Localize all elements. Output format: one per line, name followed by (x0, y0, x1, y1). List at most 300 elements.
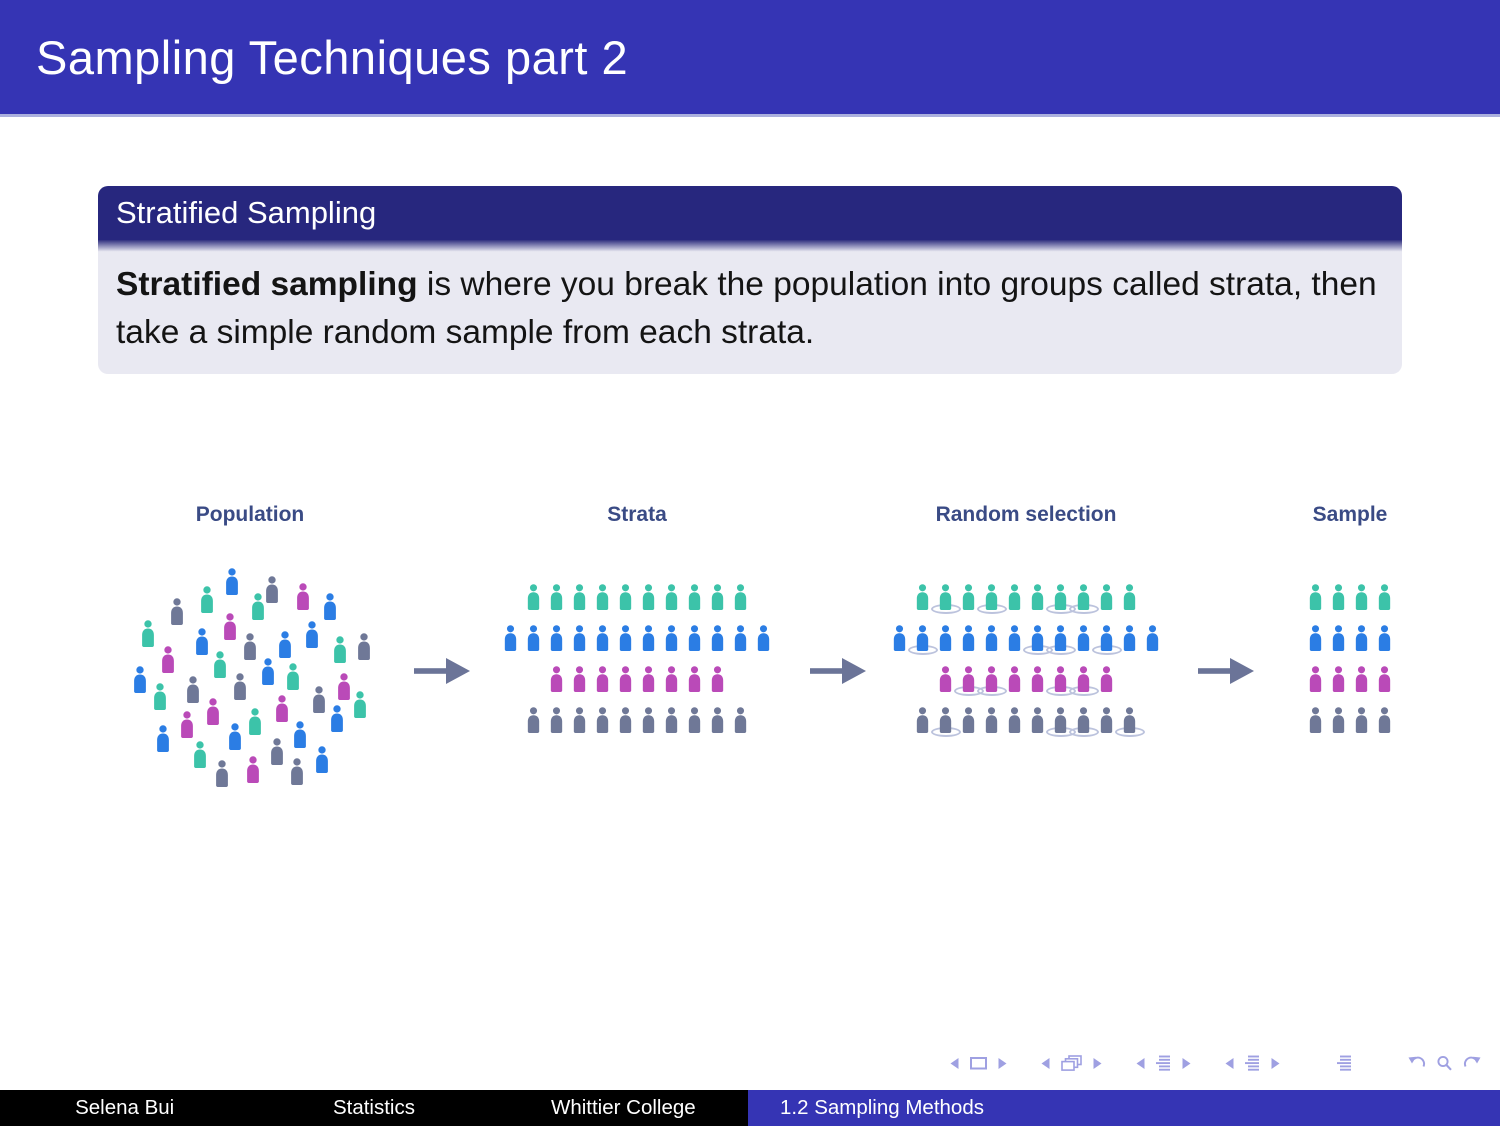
person-icon (982, 584, 1001, 610)
selected-person (936, 707, 955, 733)
person (662, 584, 681, 610)
person-icon (913, 584, 932, 610)
person-icon (153, 725, 173, 752)
person-icon (1074, 625, 1093, 651)
person-icon (203, 698, 223, 730)
person (593, 707, 612, 733)
block-title: Stratified Sampling (116, 195, 377, 230)
person-icon (267, 738, 287, 770)
current-frame-icon[interactable] (969, 1055, 988, 1071)
person-icon (334, 673, 354, 700)
arrow-right-icon (414, 656, 470, 686)
person-icon (302, 621, 322, 648)
person-icon (222, 568, 242, 595)
person (616, 625, 635, 651)
person-icon (913, 707, 932, 733)
person-icon (547, 707, 566, 733)
person-icon (1074, 584, 1093, 610)
definition-block (98, 186, 1402, 374)
person (547, 666, 566, 692)
selected-person (1051, 584, 1070, 610)
person-icon (1306, 625, 1325, 651)
person-icon (312, 746, 332, 773)
person-icon (158, 646, 178, 673)
person-icon (913, 625, 932, 651)
person-icon (243, 756, 263, 788)
person-icon (1028, 584, 1047, 610)
person (913, 584, 932, 610)
person-icon (262, 576, 282, 603)
person (1028, 666, 1047, 692)
person-icon (243, 756, 263, 783)
person-icon (1028, 707, 1047, 733)
selected-person (982, 584, 1001, 610)
person (662, 625, 681, 651)
selection-ellipse-icon (1046, 645, 1076, 655)
person-icon (570, 625, 589, 651)
footer-institution: Whittier College (550, 1096, 696, 1119)
person-icon (1352, 666, 1371, 692)
person-icon (183, 676, 203, 703)
strata-label: Strata (607, 503, 667, 526)
person-icon (708, 707, 727, 733)
person-icon (320, 593, 340, 625)
block-title-bar (98, 186, 1402, 240)
selection-ellipse-icon (977, 686, 1007, 696)
selection-ellipse-icon (1046, 686, 1076, 696)
magenta-stratum-row (497, 666, 777, 692)
subsection-list-icon[interactable] (1155, 1054, 1172, 1072)
person-icon (570, 666, 589, 692)
person-icon (936, 707, 955, 733)
teal-stratum-row (886, 584, 1166, 610)
selected-person (1051, 625, 1070, 651)
person (685, 707, 704, 733)
person-icon (197, 586, 217, 613)
person-icon (1005, 625, 1024, 651)
person-icon (267, 738, 287, 765)
person-icon (708, 625, 727, 651)
person-icon (754, 625, 773, 651)
person (685, 625, 704, 651)
person (1005, 584, 1024, 610)
person (936, 625, 955, 651)
person-icon (1051, 584, 1070, 610)
person-icon (309, 686, 329, 718)
person (524, 625, 543, 651)
person (959, 584, 978, 610)
next-frame-icon[interactable] (1092, 1056, 1104, 1071)
person-icon (616, 666, 635, 692)
blue-stratum-row (497, 625, 777, 651)
person-icon (1352, 584, 1371, 610)
person-icon (275, 631, 295, 658)
nav-group (1039, 1055, 1104, 1072)
person-icon (639, 666, 658, 692)
person (708, 666, 727, 692)
person-icon (192, 628, 212, 655)
person-icon (262, 576, 282, 608)
person-icon (616, 625, 635, 651)
person-icon (138, 620, 158, 647)
person-icon (708, 666, 727, 692)
person-icon (959, 666, 978, 692)
person-icon (1375, 584, 1394, 610)
person-icon (1329, 666, 1348, 692)
person (890, 625, 909, 651)
teal-stratum-row (497, 584, 777, 610)
person (1306, 625, 1325, 651)
person-icon (258, 658, 278, 685)
person-icon (685, 707, 704, 733)
person-icon (177, 711, 197, 743)
person (639, 666, 658, 692)
person-icon (183, 676, 203, 708)
person-icon (570, 707, 589, 733)
person (524, 584, 543, 610)
person-icon (685, 666, 704, 692)
person-icon (685, 625, 704, 651)
person-icon (150, 683, 170, 715)
population-cluster (125, 556, 380, 806)
prev-slide-icon[interactable] (948, 1056, 960, 1071)
person-icon (220, 613, 240, 645)
person-icon (158, 646, 178, 678)
person-icon (982, 625, 1001, 651)
selection-ellipse-icon (1069, 686, 1099, 696)
person-icon (1120, 584, 1139, 610)
person-icon (1329, 707, 1348, 733)
person (547, 707, 566, 733)
person-icon (287, 758, 307, 785)
person (1329, 707, 1348, 733)
nav-group (1134, 1054, 1193, 1072)
person (616, 584, 635, 610)
person (1329, 584, 1348, 610)
blue-stratum-row (886, 625, 1166, 651)
person (731, 584, 750, 610)
person (501, 625, 520, 651)
selection-ellipse-icon (1069, 727, 1099, 737)
person-icon (1120, 625, 1139, 651)
selection-ellipse-icon (1023, 645, 1053, 655)
person (1352, 625, 1371, 651)
person-icon (283, 663, 303, 690)
person-icon (685, 584, 704, 610)
prev-section-icon[interactable] (1223, 1056, 1235, 1071)
nav-group (948, 1055, 1009, 1071)
footer-section (748, 1090, 1500, 1126)
person-icon (1005, 584, 1024, 610)
person-icon (327, 705, 347, 737)
person-icon (283, 663, 303, 695)
person (1097, 707, 1116, 733)
person-icon (524, 584, 543, 610)
person (1120, 584, 1139, 610)
person-icon (1329, 584, 1348, 610)
next-subsection-icon[interactable] (1181, 1056, 1193, 1071)
person (662, 666, 681, 692)
person (570, 707, 589, 733)
selected-person (936, 584, 955, 610)
person (708, 625, 727, 651)
random-selection-grid (886, 584, 1166, 748)
person-icon (982, 666, 1001, 692)
person-icon (167, 598, 187, 625)
person-icon (327, 705, 347, 732)
person-icon (547, 625, 566, 651)
person-icon (593, 707, 612, 733)
person-icon (330, 636, 350, 668)
person (1143, 625, 1162, 651)
person-icon (1097, 707, 1116, 733)
person-icon (1306, 584, 1325, 610)
undo-zoom-icon[interactable] (1407, 1055, 1427, 1072)
person-icon (272, 695, 292, 722)
person-icon (245, 708, 265, 735)
person-icon (212, 760, 232, 792)
person-icon (570, 584, 589, 610)
selection-ellipse-icon (1092, 645, 1122, 655)
selection-ellipse-icon (977, 604, 1007, 614)
person (1120, 625, 1139, 651)
selected-person (1028, 625, 1047, 651)
person-icon (287, 758, 307, 790)
next-section-icon[interactable] (1270, 1056, 1282, 1071)
person (982, 707, 1001, 733)
sample-label: Sample (1312, 503, 1388, 526)
selection-ellipse-icon (931, 727, 961, 737)
blue-stratum-row (1290, 625, 1410, 651)
person-icon (248, 593, 268, 620)
selected-person (982, 666, 1001, 692)
search-icon[interactable] (1436, 1055, 1453, 1072)
section-list-icon[interactable] (1244, 1054, 1261, 1072)
selected-person (1074, 584, 1093, 610)
slide-title: Sampling Techniques part 2 (36, 30, 629, 84)
gray-stratum-row (1290, 707, 1410, 733)
person-icon (524, 625, 543, 651)
person-icon (1143, 625, 1162, 651)
person (1005, 707, 1024, 733)
selection-ellipse-icon (954, 686, 984, 696)
person-icon (130, 666, 150, 693)
person (593, 666, 612, 692)
person-icon (330, 636, 350, 663)
block-body (98, 253, 1402, 374)
person-icon (662, 666, 681, 692)
person (1306, 666, 1325, 692)
nav-group (1336, 1054, 1353, 1072)
selection-ellipse-icon (1046, 604, 1076, 614)
person (959, 625, 978, 651)
selected-person (1074, 666, 1093, 692)
selected-person (1097, 625, 1116, 651)
footer-course: Statistics (332, 1096, 415, 1119)
frame-browser-icon[interactable] (1060, 1055, 1083, 1072)
person-icon (731, 584, 750, 610)
person-icon (222, 568, 242, 600)
person-icon (982, 707, 1001, 733)
person-icon (890, 625, 909, 651)
person-icon (501, 625, 520, 651)
person (570, 584, 589, 610)
person-icon (731, 625, 750, 651)
block-body-text: is where you break the population into groups called strata, then take a simple random sample from each strata. (116, 266, 1377, 351)
person (936, 666, 955, 692)
person-icon (616, 707, 635, 733)
person (1375, 666, 1394, 692)
next-slide-icon[interactable] (997, 1056, 1009, 1071)
slide-title-bar (0, 0, 1500, 117)
person-icon (1097, 625, 1116, 651)
footer-bar (0, 1090, 1500, 1126)
person-icon (293, 583, 313, 610)
person (524, 707, 543, 733)
person-icon (354, 633, 374, 665)
person-icon (1352, 707, 1371, 733)
person-icon (639, 707, 658, 733)
person (685, 584, 704, 610)
person (1028, 584, 1047, 610)
prev-frame-icon[interactable] (1039, 1056, 1051, 1071)
person-icon (547, 666, 566, 692)
person-icon (150, 683, 170, 710)
person (1005, 666, 1024, 692)
person (913, 707, 932, 733)
selection-ellipse-icon (1046, 727, 1076, 737)
selected-person (1074, 707, 1093, 733)
nav-group (1223, 1054, 1282, 1072)
person-icon (1097, 666, 1116, 692)
prev-subsection-icon[interactable] (1134, 1056, 1146, 1071)
person-icon (302, 621, 322, 653)
person-icon (225, 723, 245, 755)
person (1375, 707, 1394, 733)
person-icon (1005, 666, 1024, 692)
person (1028, 707, 1047, 733)
selection-ellipse-icon (1069, 604, 1099, 614)
person (662, 707, 681, 733)
person-icon (662, 625, 681, 651)
person-icon (240, 633, 260, 665)
nav-group (1407, 1055, 1482, 1072)
person-icon (936, 666, 955, 692)
person (685, 666, 704, 692)
person (639, 707, 658, 733)
person-icon (190, 741, 210, 773)
person-icon (203, 698, 223, 725)
person (1375, 584, 1394, 610)
person-icon (662, 584, 681, 610)
person (1352, 707, 1371, 733)
person-icon (1097, 584, 1116, 610)
person-icon (593, 625, 612, 651)
person-icon (731, 707, 750, 733)
person (731, 625, 750, 651)
redo-zoom-icon[interactable] (1462, 1055, 1482, 1072)
magenta-stratum-row (886, 666, 1166, 692)
person (639, 625, 658, 651)
person-icon (177, 711, 197, 738)
person-icon (524, 707, 543, 733)
block-body-bold-term: Stratified sampling (116, 266, 418, 303)
beamer-navigation-bar (948, 1050, 1482, 1076)
person-icon (230, 673, 250, 700)
person-icon (1074, 707, 1093, 733)
footer-author: Selena Bui (75, 1096, 175, 1119)
person-icon (320, 593, 340, 620)
person-icon (639, 625, 658, 651)
person-icon (1375, 707, 1394, 733)
person-icon (248, 593, 268, 625)
person-icon (1329, 625, 1348, 651)
arrow-right-icon (810, 656, 866, 686)
person-icon (225, 723, 245, 750)
person-icon (230, 673, 250, 705)
person-icon (258, 658, 278, 690)
selection-ellipse-icon (1115, 727, 1145, 737)
person (1329, 666, 1348, 692)
teal-stratum-row (1290, 584, 1410, 610)
person (1097, 666, 1116, 692)
person (1329, 625, 1348, 651)
person-icon (290, 721, 310, 753)
person-icon (212, 760, 232, 787)
person (616, 666, 635, 692)
person-icon (138, 620, 158, 652)
person (639, 584, 658, 610)
person-icon (959, 625, 978, 651)
person-icon (639, 584, 658, 610)
footer-section-label: 1.2 Sampling Methods (780, 1096, 984, 1119)
person (1352, 666, 1371, 692)
person-icon (593, 584, 612, 610)
selection-ellipse-icon (931, 604, 961, 614)
person-icon (616, 584, 635, 610)
person (1097, 584, 1116, 610)
block-title-shadow (98, 240, 1402, 253)
person-icon (312, 746, 332, 778)
person-icon (1005, 707, 1024, 733)
person-icon (662, 707, 681, 733)
selected-person (1051, 666, 1070, 692)
person-icon (220, 613, 240, 640)
person-icon (1375, 666, 1394, 692)
person-icon (1352, 625, 1371, 651)
person-icon (210, 651, 230, 683)
person (1375, 625, 1394, 651)
person-icon (1051, 666, 1070, 692)
person (593, 584, 612, 610)
selected-person (913, 625, 932, 651)
gray-stratum-row (497, 707, 777, 733)
person-icon (959, 707, 978, 733)
person-icon (1028, 666, 1047, 692)
person (1306, 707, 1325, 733)
person (708, 584, 727, 610)
person (547, 584, 566, 610)
person-icon (936, 625, 955, 651)
person-icon (290, 721, 310, 748)
person (616, 707, 635, 733)
person-icon (1120, 707, 1139, 733)
person-icon (245, 708, 265, 740)
document-outline-icon[interactable] (1336, 1054, 1353, 1072)
person-icon (1306, 666, 1325, 692)
selected-person (959, 666, 978, 692)
person (570, 625, 589, 651)
